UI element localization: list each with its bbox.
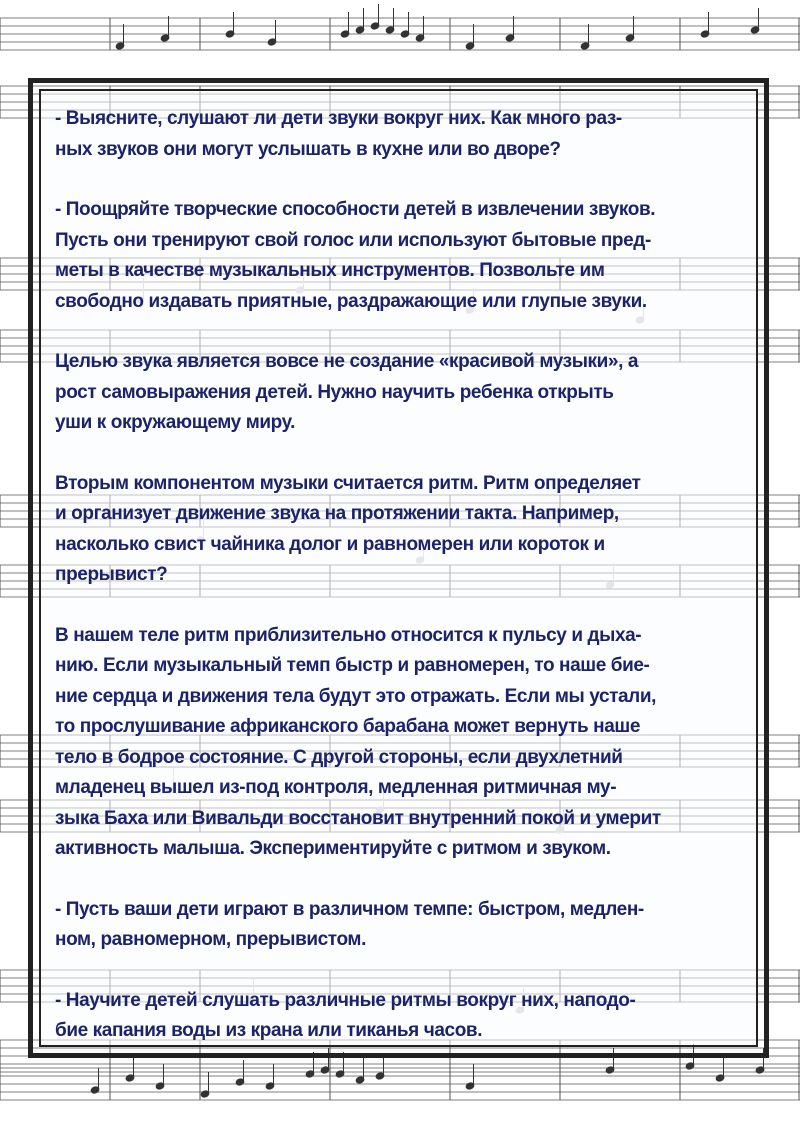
paragraph-listen-rhythms: - Научите детей слушать различные ритмы вокруг них, наподо- бие капания воды из крана или тиканья часов. <box>55 989 636 1041</box>
paragraph-rhythm-component: Вторым компонентом музыки считается ритм. Ритм определяет и организует движение звука на протяжении такта. Например, насколько свист чайника долог и равномерен или короток и прерывист? <box>55 472 641 585</box>
paragraph-play-tempo: - Пусть ваши дети играют в различном темпе: быстром, медлен- ном, равномерном, прерывистом. <box>55 898 644 950</box>
paragraph-encourage-creativity: - Поощряйте творческие способности детей в извлечении звуков. Пусть они тренируют свой голос или используют бытовые пред- меты в качестве музыкальных инструментов. Позвольте им свободно издавать приятные, раздражающие или глупые звуки. <box>55 199 656 312</box>
paragraph-purpose-of-sound: Целью звука является вовсе не создание «красивой музыки», а рост самовыражения детей. Нужно научить ребенка открыть уши к окружающему миру. <box>55 351 639 433</box>
text-content <box>55 104 760 1047</box>
paragraph-body-rhythm: В нашем теле ритм приблизительно относится к пульсу и дыха- нию. Если музыкальный темп быстр и равномерен, то наше бие- ние сердца и движения тела будут это отражать. Если мы устали, то прослушивание африканского барабана может вернуть наше тело в бодрое состояние. С другой стороны, если двухлетний младенец вышел из-под контроля, медленная ритмичная му- зыка Баха или Вивальди восстановит внутренний покой и умерит активность малыша. Экспериментируйте с ритмом и звуком. <box>55 624 661 859</box>
paragraph-listen-sounds: - Выясните, слушают ли дети звуки вокруг них. Как много раз- ных звуков они могут услышать в кухне или во дворе? <box>55 108 622 160</box>
